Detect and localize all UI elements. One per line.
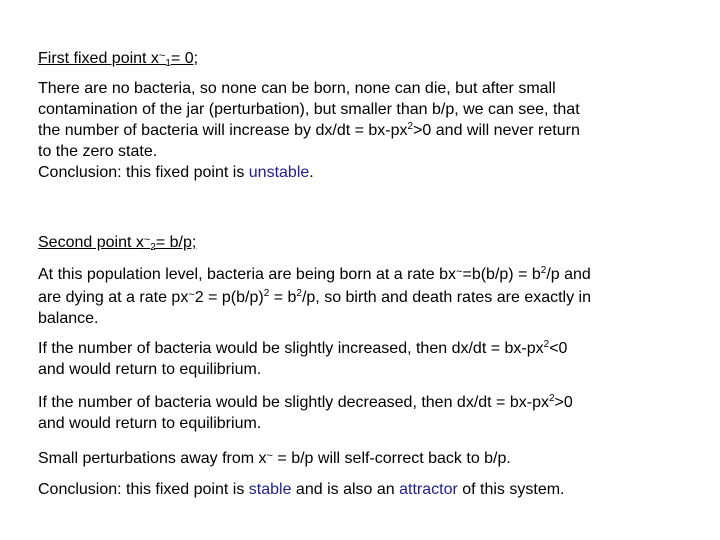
first-point-conclusion: Conclusion: this fixed point is unstable.: [38, 164, 314, 181]
stable-term: stable: [248, 481, 292, 498]
increase-perturbation-paragraph: If the number of bacteria would be slightly increased, then $dx/dt = bx-px^2<0$ and would return to equilibrium.: [38, 339, 568, 378]
second-point-conclusion: Conclusion: this fixed point is stable and is also an attractor of this system.: [38, 481, 565, 498]
birth-death-balance-paragraph: At this population level, bacteria are being born at a rate $bx^\sim=b(b/p) = b^2/p$ and are dying at a rate $px^\sim 2 = p(b/p)^2 = b^2/p$, so birth and death rates are exactly in balance.: [38, 265, 592, 327]
self-correct-paragraph: Small perturbations away from x~ = b/p will self-correct back to b/p.: [38, 450, 511, 467]
attractor-term: attractor: [399, 481, 458, 498]
first-point-explanation: There are no bacteria, so none can be born, none can die, but after small contamination of the jar (perturbation), but smaller than b/p, we can see, that the number of bacteria will increase by $dx/dt = bx-px^2>0$ and will never return to the zero state. Conclusion: this fixed point is unstable.: [38, 80, 580, 181]
decrease-perturbation-paragraph: If the number of bacteria would be slightly decreased, then $dx/dt = bx-px^2>0$ and would return to equilibrium.: [38, 393, 573, 432]
unstable-term: unstable: [248, 164, 310, 181]
first-fixed-point-heading: First fixed point $x^\sim_1= 0$;: [38, 50, 199, 69]
second-point-heading: Second point $x^\sim_2= b/p$;: [38, 234, 197, 253]
